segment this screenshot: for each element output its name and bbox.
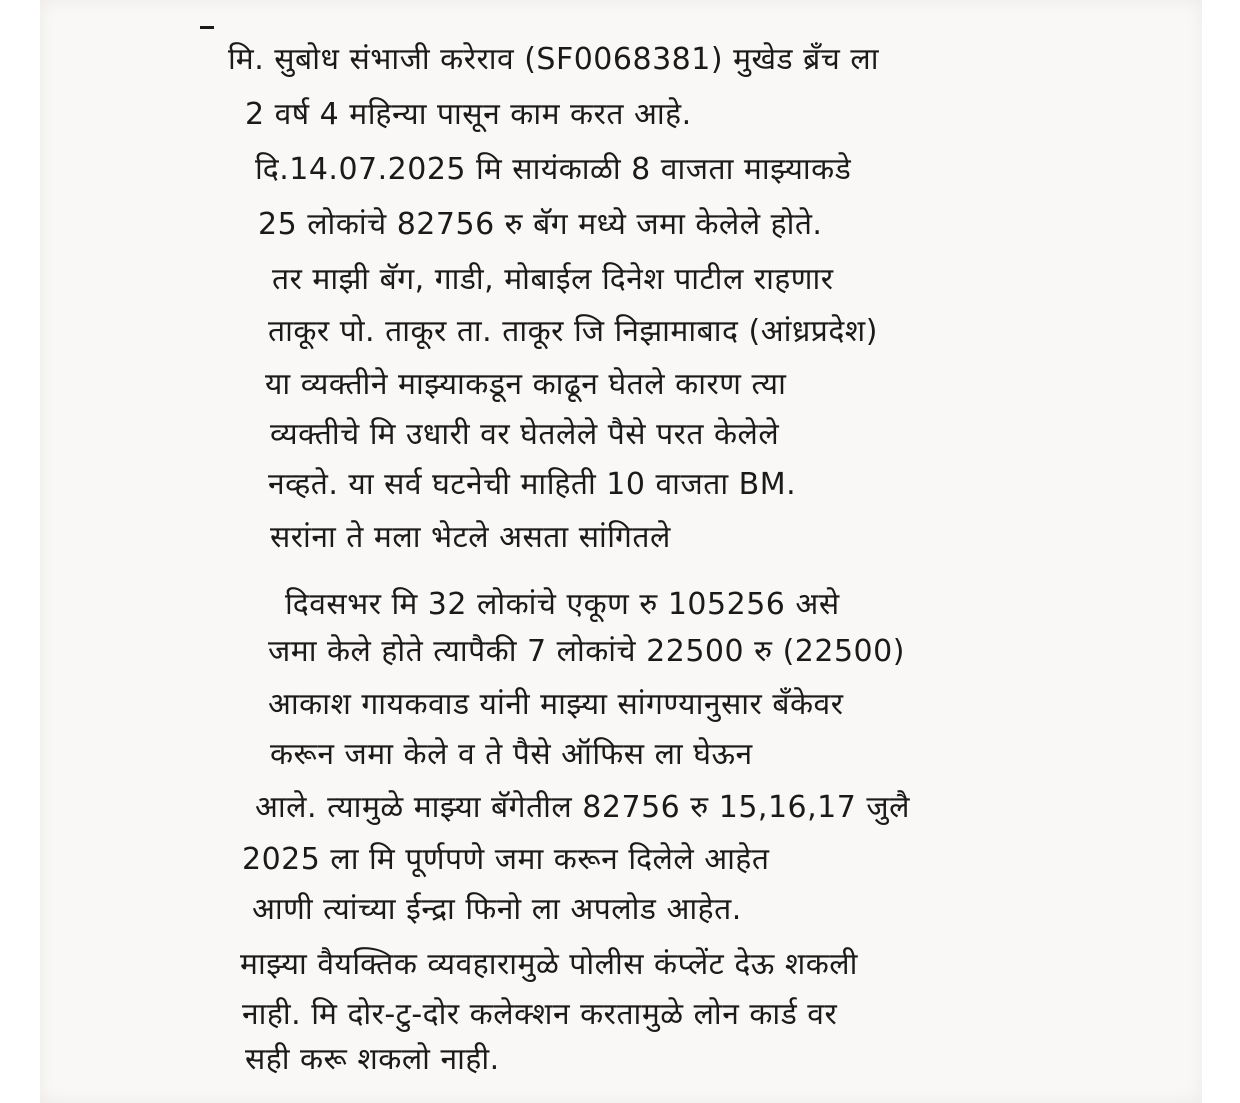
letter-line-16: 2025 ला मि पूर्णपणे जमा करून दिलेले आहेत	[242, 842, 770, 877]
letter-line-10: सरांना ते मला भेटले असता सांगितले	[270, 520, 671, 555]
letter-line-9: नव्हते. या सर्व घटनेची माहिती 10 वाजता BM.	[268, 467, 797, 502]
leading-dash-mark	[200, 26, 214, 29]
letter-line-4: 25 लोकांचे 82756 रु बॅग मध्ये जमा केलेले होते.	[258, 207, 823, 242]
letter-line-12: जमा केले होते त्यापैकी 7 लोकांचे 22500 रु (22500)	[268, 634, 905, 669]
letter-line-5: तर माझी बॅग, गाडी, मोबाईल दिनेश पाटील राहणार	[272, 262, 834, 297]
letter-line-14: करून जमा केले व ते पैसे ऑफिस ला घेऊन	[270, 737, 753, 772]
letter-line-1: मि. सुबोध संभाजी करेराव (SF0068381) मुखेड ब्रँच ला	[228, 42, 879, 77]
letter-line-2: 2 वर्ष 4 महिन्या पासून काम करत आहे.	[245, 97, 692, 132]
letter-line-13: आकाश गायकवाड यांनी माझ्या सांगण्यानुसार बँकेवर	[268, 687, 844, 722]
letter-line-18: माझ्या वैयक्तिक व्यवहारामुळे पोलीस कंप्लेंट देऊ शकली	[240, 947, 858, 982]
letter-line-15: आले. त्यामुळे माझ्या बॅगेतील 82756 रु 15,16,17 जुलै	[255, 790, 910, 825]
letter-line-7: या व्यक्तीने माझ्याकडून काढून घेतले कारण त्या	[265, 367, 787, 402]
letter-line-6: ताकूर पो. ताकूर ता. ताकूर जि निझामाबाद (आंध्रप्रदेश)	[268, 314, 878, 349]
scan-margin-right	[1202, 0, 1240, 1103]
scan-margin-left	[0, 0, 40, 1103]
letter-line-19: नाही. मि दोर-टु-दोर कलेक्शन करतामुळे लोन कार्ड वर	[242, 997, 838, 1032]
letter-line-3: दि.14.07.2025 मि सायंकाळी 8 वाजता माझ्याकडे	[255, 152, 852, 187]
letter-line-17: आणी त्यांच्या ईन्द्रा फिनो ला अपलोड आहेत.	[252, 892, 742, 927]
letter-line-20: सही करू शकलो नाही.	[245, 1042, 500, 1077]
letter-line-11: दिवसभर मि 32 लोकांचे एकूण रु 105256 असे	[285, 587, 840, 622]
letter-line-8: व्यक्तीचे मि उधारी वर घेतलेले पैसे परत केलेले	[270, 417, 780, 452]
